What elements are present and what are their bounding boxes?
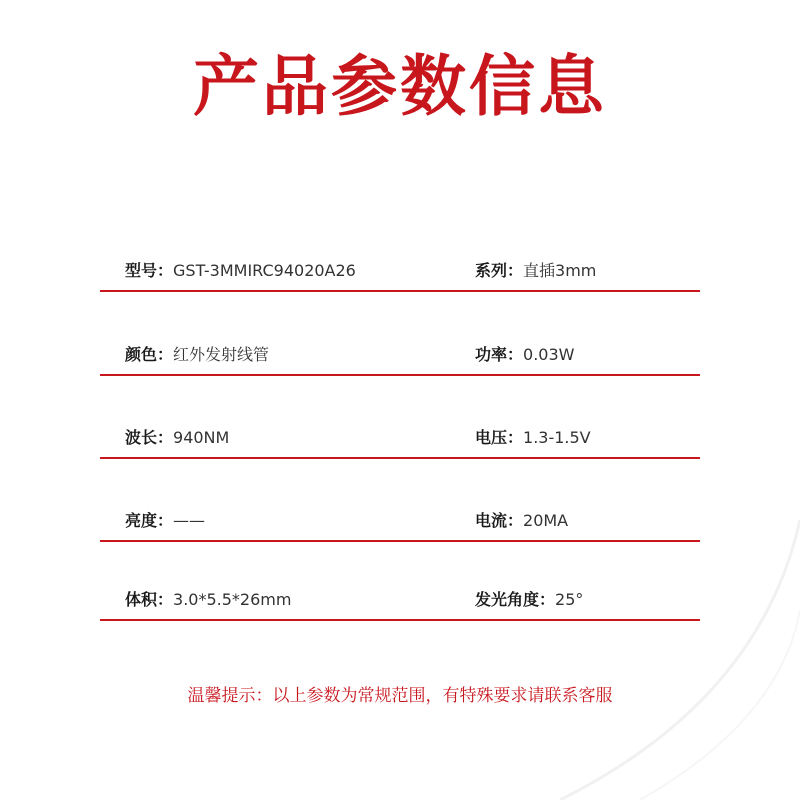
spec-voltage-value: 1.3-1.5V xyxy=(523,428,591,447)
spec-color-value: 红外发射线管 xyxy=(173,345,270,364)
page-title: 产品参数信息 xyxy=(193,48,607,125)
spec-brightness xyxy=(125,510,205,532)
spec-row-4 xyxy=(100,510,700,542)
spec-row-1 xyxy=(100,260,700,292)
spec-model-value: GST-3MMIRC94020A26 xyxy=(173,261,356,280)
spec-power-label: 功率： xyxy=(475,345,524,364)
spec-series-label: 系列： xyxy=(475,261,524,280)
spec-wavelength-value: 940NM xyxy=(173,428,230,447)
footer-note: 温馨提示：以上参数为常规范围，有特殊要求请联系客服 xyxy=(187,686,613,706)
spec-voltage-label: 电压： xyxy=(475,428,524,447)
spec-angle xyxy=(475,589,583,611)
spec-current xyxy=(475,510,568,532)
spec-brightness-value: —— xyxy=(173,511,206,530)
spec-row-5 xyxy=(100,589,700,621)
spec-size xyxy=(125,589,291,611)
spec-voltage xyxy=(475,427,591,449)
spec-wavelength-label: 波长： xyxy=(125,428,174,447)
spec-color-label: 颜色： xyxy=(125,345,174,364)
spec-brightness-label: 亮度： xyxy=(125,511,174,530)
spec-series xyxy=(475,260,596,282)
spec-size-value: 3.0*5.5*26mm xyxy=(173,590,292,609)
spec-model xyxy=(125,260,356,282)
spec-angle-value: 25° xyxy=(555,590,584,609)
spec-wavelength xyxy=(125,427,229,449)
spec-power xyxy=(475,344,574,366)
spec-angle-label: 发光角度： xyxy=(475,590,556,609)
spec-current-label: 电流： xyxy=(475,511,524,530)
spec-power-value: 0.03W xyxy=(523,345,575,364)
spec-current-value: 20MA xyxy=(523,511,569,530)
spec-row-2 xyxy=(100,344,700,376)
spec-size-label: 体积： xyxy=(125,590,174,609)
spec-series-value: 直插3mm xyxy=(523,261,597,280)
spec-row-3 xyxy=(100,427,700,459)
spec-model-label: 型号： xyxy=(125,261,174,280)
spec-color xyxy=(125,344,269,366)
